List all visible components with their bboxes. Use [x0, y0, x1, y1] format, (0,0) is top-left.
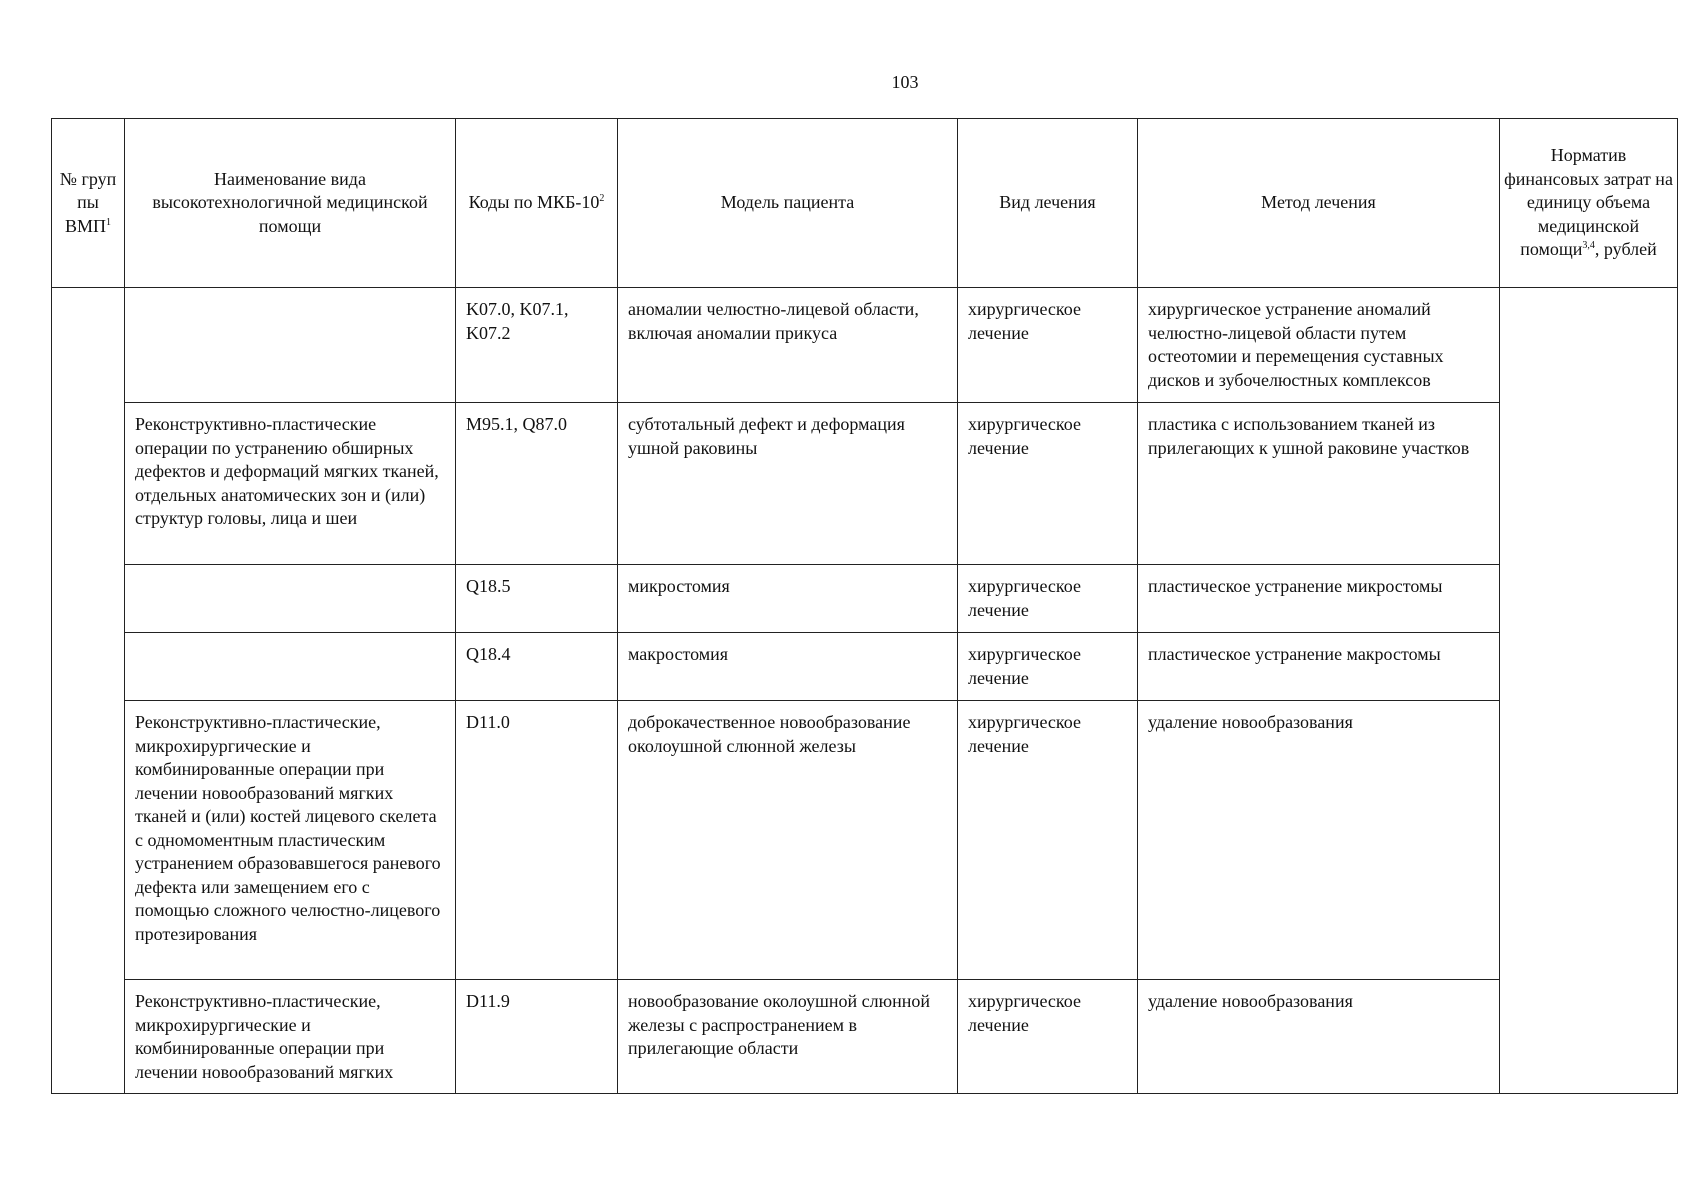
name-cell: Реконструктивно-пластические, микрохирургические и комбинированные операции при лечении новообразований мягких тканей и (или) костей лицевого скелета с одномоментным пластическим устранением образовавшегося раневого дефекта или замещением его с помощью сложного челюстно-лицевого протезирования	[125, 701, 456, 980]
treatment-type-cell: хирургическое лечение	[958, 565, 1138, 633]
treatment-type-cell: хирургическое лечение	[958, 701, 1138, 980]
name-cell	[125, 633, 456, 701]
page-number: 103	[891, 72, 919, 92]
codes-cell: M95.1, Q87.0	[456, 403, 618, 565]
header-codes: Коды по МКБ-$10^2$	[456, 119, 618, 288]
codes-cell: K07.0, K07.1, K07.2	[456, 288, 618, 403]
header-treatment-type: Вид лечения	[958, 119, 1138, 288]
treatment-method-cell: удаление новообразования	[1138, 980, 1500, 1094]
treatment-type-cell: хирургическое лечение	[958, 288, 1138, 403]
cost-cell	[1500, 288, 1678, 1094]
treatment-type-cell: хирургическое лечение	[958, 633, 1138, 701]
header-treatment-method: Метод лечения	[1138, 119, 1500, 288]
header-cost: Норматив финансовых затрат на единицу объема медицинской помощи$^{3,4}$, рублей	[1500, 119, 1678, 288]
patient-model-cell: макростомия	[618, 633, 958, 701]
codes-cell: D11.9	[456, 980, 618, 1094]
table-row	[52, 565, 1678, 633]
name-cell: Реконструктивно-пластические, микрохирургические и комбинированные операции при лечении новообразований мягких	[125, 980, 456, 1094]
patient-model-cell: аномалии челюстно-лицевой области, включая аномалии прикуса	[618, 288, 958, 403]
name-cell	[125, 288, 456, 403]
header-group-no: № груп пы ВМП$^1$	[52, 119, 125, 288]
treatment-method-cell: пластика с использованием тканей из прилегающих к ушной раковине участков	[1138, 403, 1500, 565]
table-row	[52, 980, 1678, 1094]
header-name: Наименование вида высокотехнологичной медицинской помощи	[125, 119, 456, 288]
treatment-type-cell: хирургическое лечение	[958, 403, 1138, 565]
header-row	[52, 119, 1678, 288]
patient-model-cell: субтотальный дефект и деформация ушной раковины	[618, 403, 958, 565]
codes-cell: Q18.5	[456, 565, 618, 633]
name-cell	[125, 565, 456, 633]
patient-model-cell: новообразование околоушной слюнной железы с распространением в прилегающие области	[618, 980, 958, 1094]
header-patient-model: Модель пациента	[618, 119, 958, 288]
patient-model-cell: микростомия	[618, 565, 958, 633]
table-row	[52, 701, 1678, 980]
codes-cell: D11.0	[456, 701, 618, 980]
table-row	[52, 633, 1678, 701]
patient-model-cell: доброкачественное новообразование околоушной слюнной железы	[618, 701, 958, 980]
group-no-cell	[52, 288, 125, 1094]
name-cell: Реконструктивно-пластические операции по устранению обширных дефектов и деформаций мягких тканей, отдельных анатомических зон и (или) структур головы, лица и шеи	[125, 403, 456, 565]
treatment-method-cell: пластическое устранение микростомы	[1138, 565, 1500, 633]
treatment-method-cell: хирургическое устранение аномалий челюстно-лицевой области путем остеотомии и перемещения суставных дисков и зубочелюстных комплексов	[1138, 288, 1500, 403]
treatment-method-cell: удаление новообразования	[1138, 701, 1500, 980]
vmp-table	[51, 118, 1678, 1094]
codes-cell: Q18.4	[456, 633, 618, 701]
treatment-type-cell: хирургическое лечение	[958, 980, 1138, 1094]
table-row	[52, 403, 1678, 565]
treatment-method-cell: пластическое устранение макростомы	[1138, 633, 1500, 701]
table-row	[52, 288, 1678, 403]
